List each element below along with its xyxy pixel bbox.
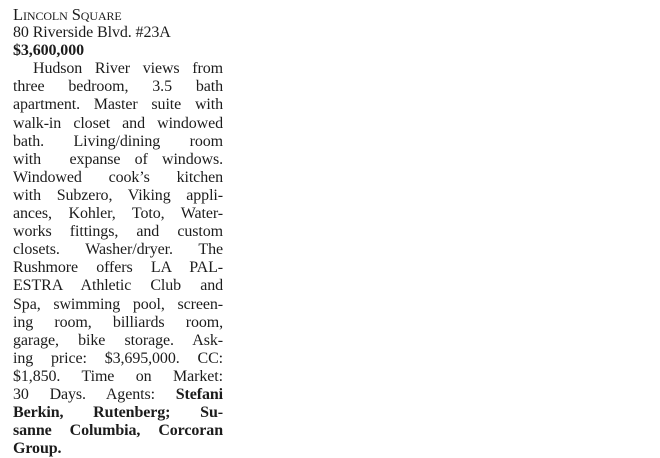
description-line: walk-in closet and windowed xyxy=(13,114,223,132)
listing-clipping xyxy=(13,6,223,458)
description-line: garage, bike storage. Ask- xyxy=(13,331,223,349)
description-line: ances, Kohler, Toto, Water- xyxy=(13,205,223,223)
description-line: ESTRA Athletic Club and xyxy=(13,277,223,295)
agent-line: Berkin, Rutenberg; Su- xyxy=(13,404,223,422)
description-line: closets. Washer/dryer. The xyxy=(13,241,223,259)
description-line: apartment. Master suite with xyxy=(13,96,223,114)
description-line: bath. Living/dining room xyxy=(13,132,223,150)
description-line: Hudson River views from xyxy=(33,60,223,78)
description-line: Rushmore offers LA PAL- xyxy=(13,259,223,277)
description-line: ing price: $3,695,000. CC: xyxy=(13,349,223,367)
description-line: with Subzero, Viking appli- xyxy=(13,186,223,204)
agent-name: Stefani xyxy=(175,385,223,403)
listing-description xyxy=(13,60,223,458)
description-line: works fittings, and custom xyxy=(13,223,223,241)
description-line: with expanse of windows. xyxy=(13,150,223,168)
description-line: $1,850. Time on Market: xyxy=(13,367,223,385)
listing-price: $3,600,000 xyxy=(13,42,85,60)
agents-intro-text: 30 Days. Agents: xyxy=(13,385,176,403)
agent-line: Group. xyxy=(13,440,62,458)
agent-line: sanne Columbia, Corcoran xyxy=(13,422,223,440)
description-line: three bedroom, 3.5 bath xyxy=(13,78,223,96)
description-line: ing room, billiards room, xyxy=(13,313,223,331)
description-line-agents-start xyxy=(13,386,223,404)
listing-address: 80 Riverside Blvd. #23A xyxy=(13,24,171,42)
description-line: Spa, swimming pool, screen- xyxy=(13,295,223,313)
neighborhood-heading: Lincoln Square xyxy=(13,5,122,24)
description-line: Windowed cook’s kitchen xyxy=(13,168,223,186)
